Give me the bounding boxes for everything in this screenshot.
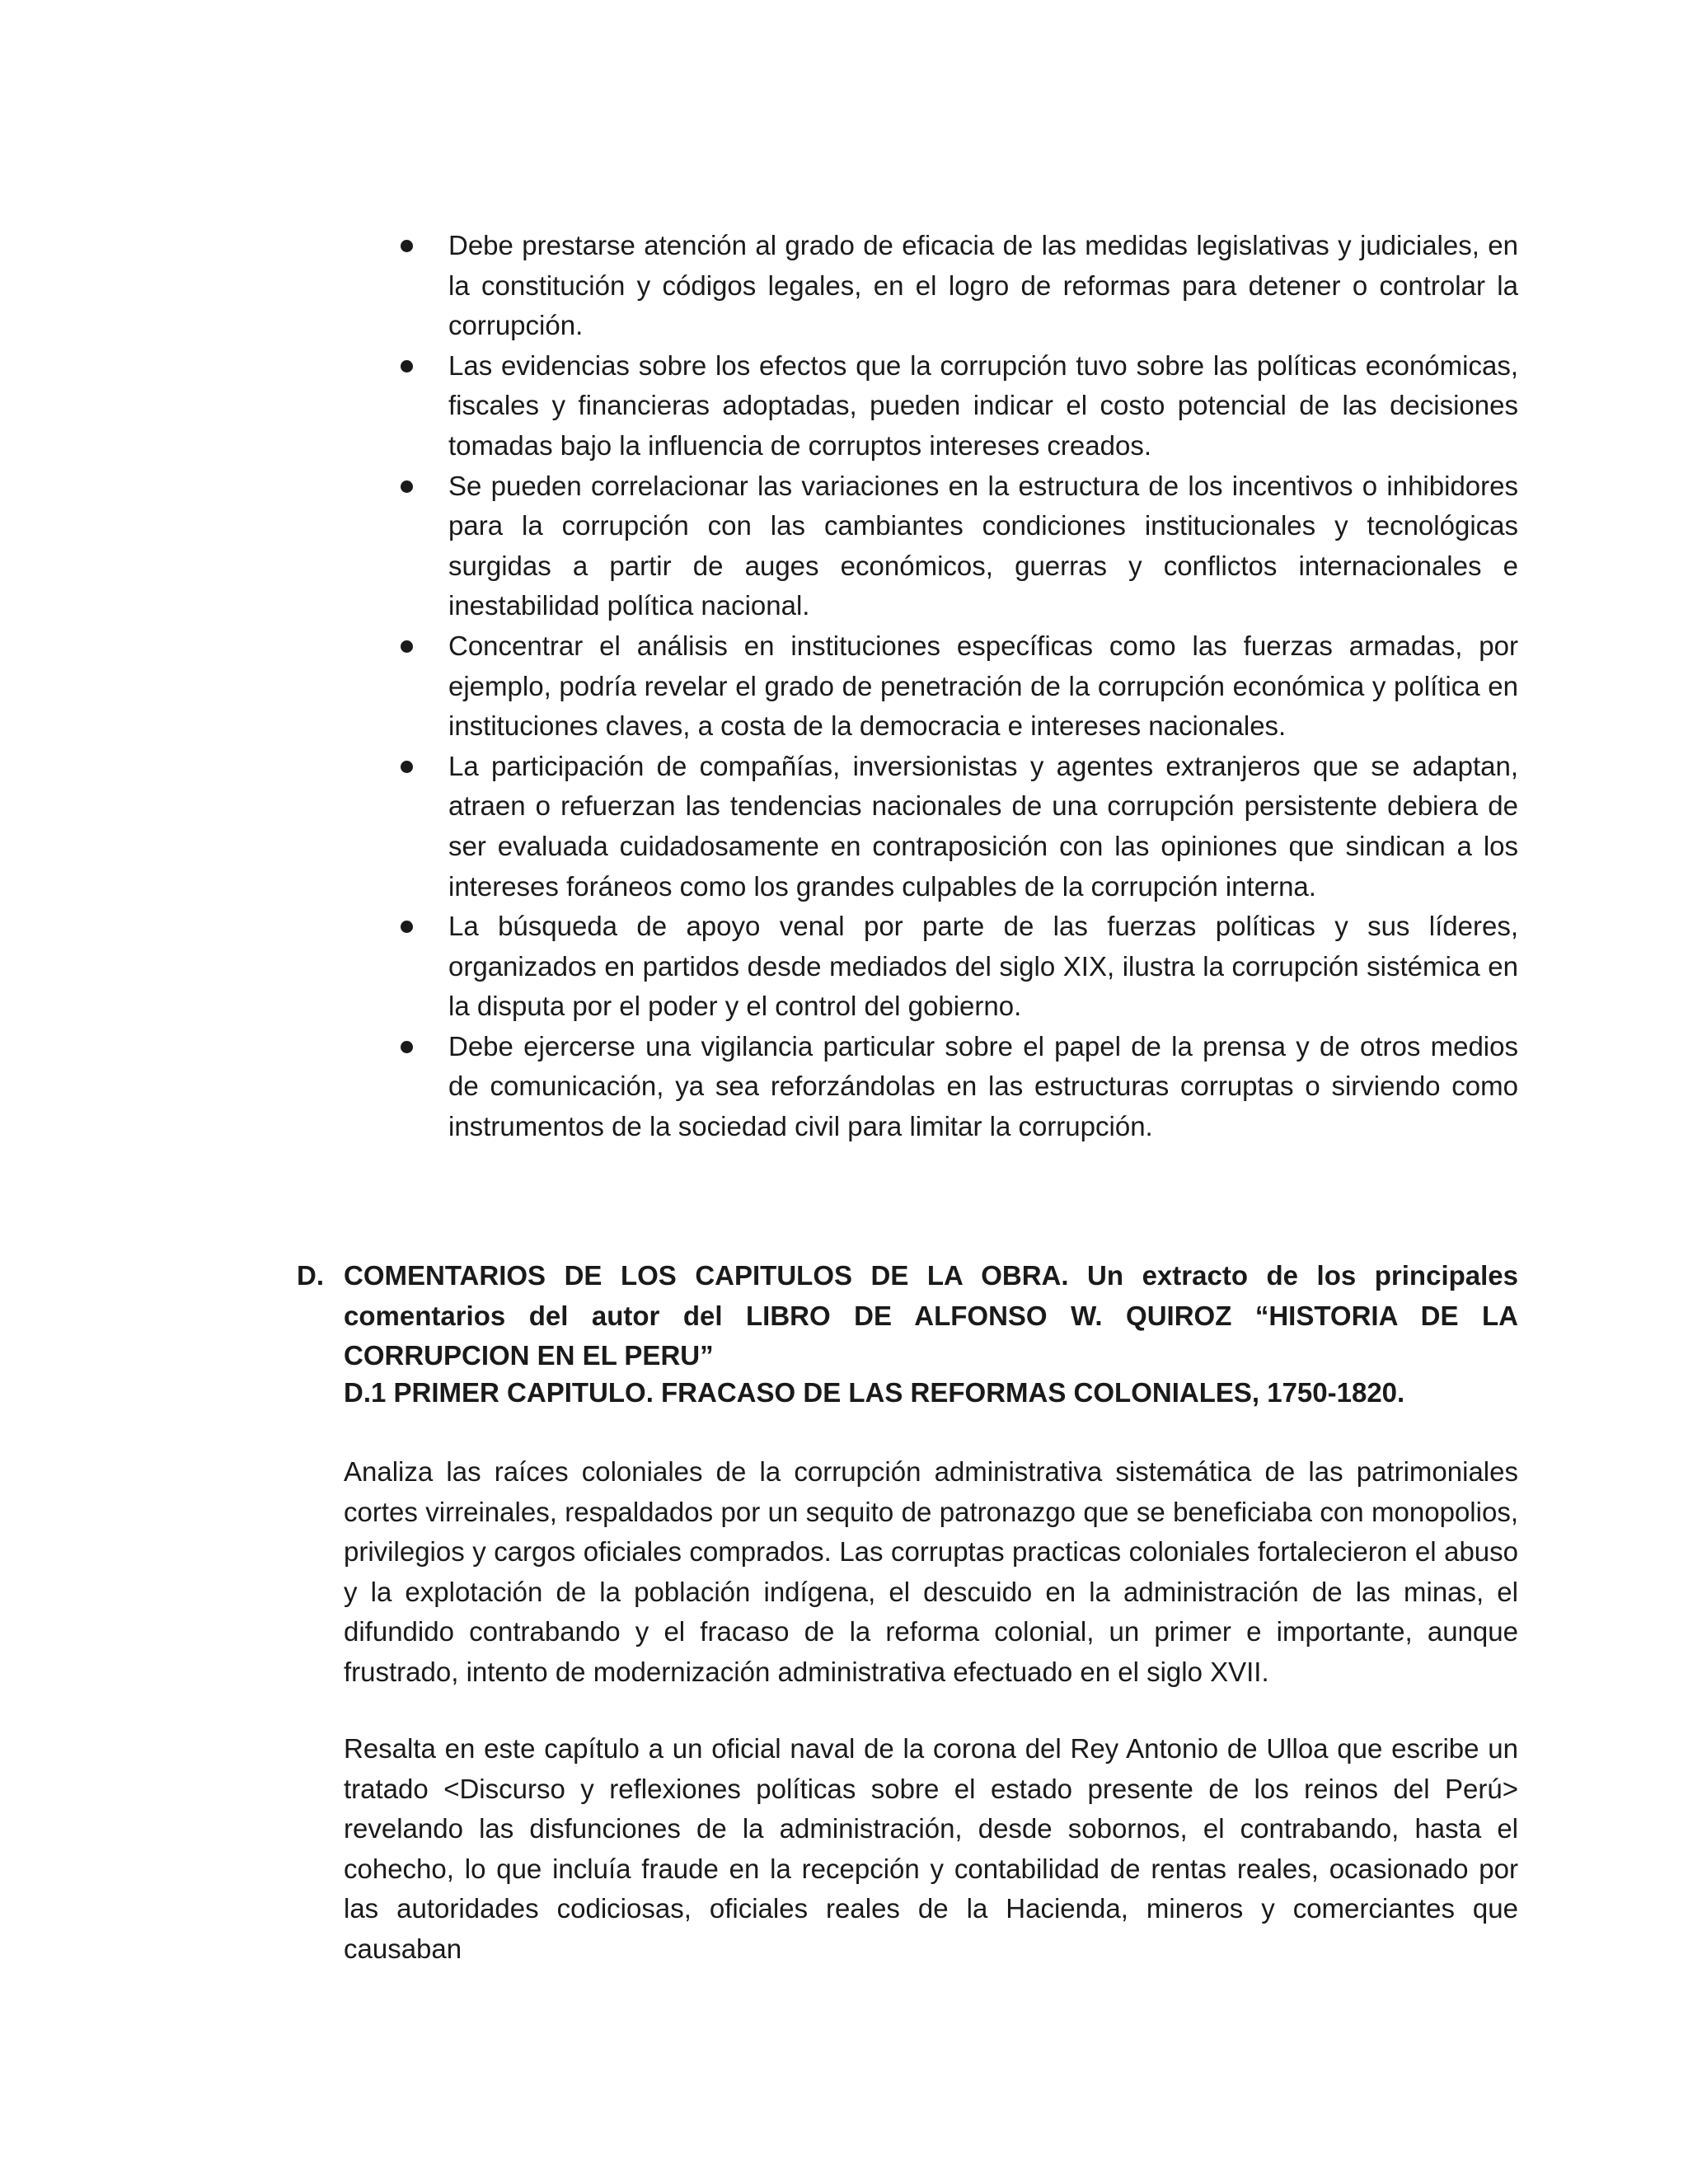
list-item-text: Las evidencias sobre los efectos que la corrupción tuvo sobre las políticas económicas, fiscales y financieras adoptadas, pueden indicar el costo potencial de las decisiones tomadas bajo la influencia de corruptos intereses creados. (448, 349, 1518, 461)
bullet-icon (401, 921, 413, 933)
list-item-text: Debe prestarse atención al grado de eficacia de las medidas legislativas y judiciales, en la constitución y códigos legales, en el logro de reformas para detener o controlar la corrupción. (448, 230, 1518, 341)
list-item (394, 747, 1518, 907)
body-paragraph: Analiza las raíces coloniales de la corrupción administrativa sistemática de las patrimoniales cortes virreinales, respaldados por un sequito de patronazgo que se beneficiaba con monopolios, privilegios y cargos oficiales comprados. Las corruptas practicas coloniales fortalecieron el abuso y la explotación de la población indígena, el descuido en la administración de las minas, el difundido contrabando y el fracaso de la reforma colonial, un primer e importante, aunque frustrado, intento de modernización administrativa efectuado en el siglo XVII. (344, 1456, 1518, 1687)
list-item (394, 907, 1518, 1027)
list-item (394, 226, 1518, 346)
bullet-icon (401, 1041, 413, 1053)
body-paragraph: Resalta en este capítulo a un oficial naval de la corona del Rey Antonio de Ulloa que escribe un tratado <Discurso y reflexiones políticas sobre el estado presente de los reinos del Perú> revelando las disfunciones de la administración, desde sobornos, el contrabando, hasta el cohecho, lo que incluía fraude en la recepción y contabilidad de rentas reales, ocasionado por las autoridades codiciosas, oficiales reales de la Hacienda, mineros y comerciantes que causaban (344, 1733, 1518, 1964)
subsection-heading: D.1 PRIMER CAPITULO. FRACASO DE LAS REFORMAS COLONIALES, 1750-1820. (344, 1377, 1405, 1408)
section-heading (297, 1256, 1518, 1376)
list-item-text: La búsqueda de apoyo venal por parte de las fuerzas políticas y sus líderes, organizados en partidos desde mediados del siglo XIX, ilustra la corrupción sistémica en la disputa por el poder y el control del gobierno. (448, 911, 1518, 1022)
list-item (394, 466, 1518, 626)
list-item-text: Debe ejercerse una vigilancia particular sobre el papel de la prensa y de otros medios de comunicación, ya sea reforzándolas en las estructuras corruptas o sirviendo como instrumentos de la sociedad civil para limitar la corrupción. (448, 1030, 1518, 1142)
list-item-text: La participación de compañías, inversionistas y agentes extranjeros que se adaptan, atraen o refuerzan las tendencias nacionales de una corrupción persistente debiera de ser evaluada cuidadosamente en contraposición con las opiniones que sindican a los intereses foráneos como los grandes culpables de la corrupción interna. (448, 750, 1518, 902)
list-item (394, 626, 1518, 747)
list-item (394, 346, 1518, 466)
bullet-list (394, 226, 1518, 1147)
bullet-icon (401, 761, 413, 773)
section-letter: D. (297, 1260, 324, 1291)
bullet-icon (401, 360, 413, 373)
section-d (297, 1256, 1518, 1376)
bullet-icon (401, 240, 413, 252)
bullet-icon (401, 640, 413, 653)
list-item (394, 1027, 1518, 1147)
list-item-text: Concentrar el análisis en instituciones específicas como las fuerzas armadas, por ejemplo, podría revelar el grado de penetración de la corrupción económica y política en instituciones claves, a costa de la democracia e intereses nacionales. (448, 630, 1518, 742)
list-item-text: Se pueden correlacionar las variaciones en la estructura de los incentivos o inhibidores para la corrupción con las cambiantes condiciones institucionales y tecnológicas surgidas a partir de auges económicos, guerras y conflictos internacionales e inestabilidad política nacional. (448, 470, 1518, 621)
bullet-icon (401, 480, 413, 493)
section-heading-text: COMENTARIOS DE LOS CAPITULOS DE LA OBRA. Un extracto de los principales comentarios del autor del LIBRO DE ALFONSO W. QUIROZ “HISTORIA DE LA CORRUPCION EN EL PERU” (344, 1260, 1518, 1371)
